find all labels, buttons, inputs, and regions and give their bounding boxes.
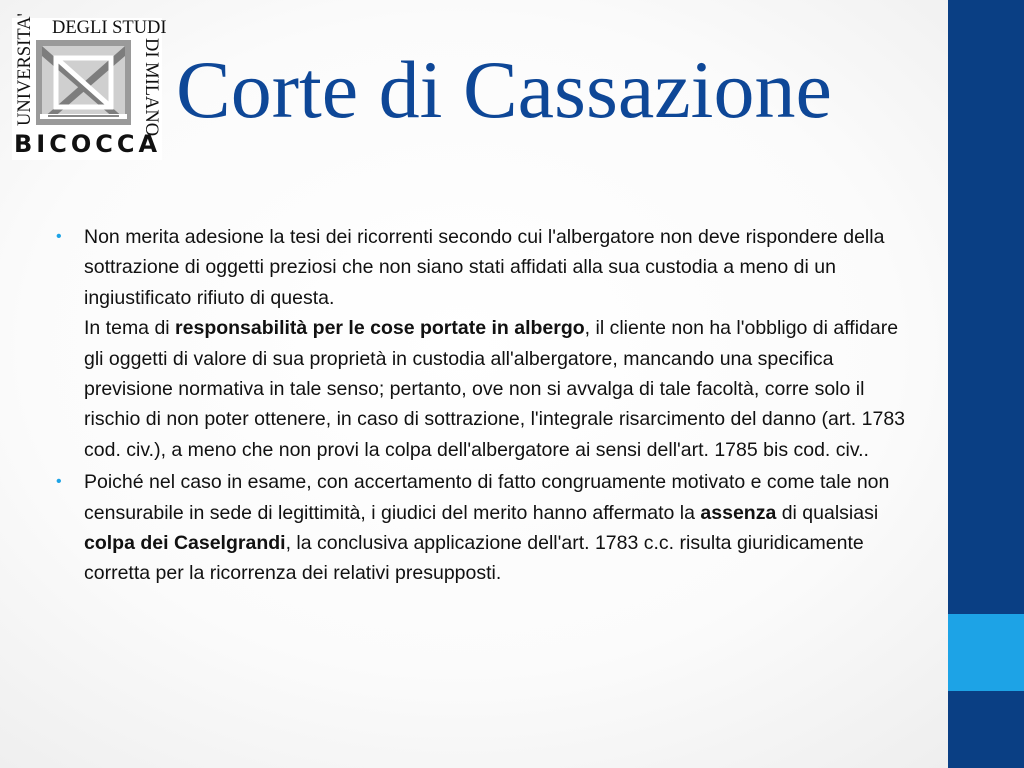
bold-text: colpa dei Caselgrandi xyxy=(84,532,286,555)
bullet-item xyxy=(50,467,910,589)
text-run: , la conclusiva applicazione dell'art. 1783 c.c. risulta giuridicamente corretta per la ricorrenza dei relativi presupposti. xyxy=(84,532,864,585)
logo-text-di-milano: DI MILANO xyxy=(141,38,161,137)
text-run: Poiché nel caso in esame, con accertamento di fatto congruamente motivato e come tale non censurabile in sede di legittimità, i giudici del merito hanno affermato la xyxy=(84,471,890,524)
bullet-marker: • xyxy=(56,228,62,245)
university-logo xyxy=(12,13,167,160)
bold-text: assenza xyxy=(700,501,777,524)
bullet-item xyxy=(50,222,910,465)
logo-text-universita: UNIVERSITA' xyxy=(15,13,35,126)
bullet-paragraph xyxy=(84,313,910,465)
bullet-paragraph xyxy=(84,467,910,589)
logo-text-bicocca: BICOCCA xyxy=(14,130,162,158)
bullet-marker: • xyxy=(56,473,62,491)
logo-text-degli-studi: DEGLI STUDI xyxy=(52,18,167,38)
bullet-list xyxy=(50,222,910,591)
text-run: In tema di xyxy=(84,317,176,340)
side-accent-block xyxy=(948,614,1024,691)
bullet-paragraph: Non merita adesione la tesi dei ricorrenti secondo cui l'albergatore non deve rispondere della sottrazione di oggetti preziosi che non siano stati affidati alla sua custodia a meno di un ingiustificato rifiuto di questa. xyxy=(84,226,885,309)
slide-title: Corte di Cassazione xyxy=(176,44,832,135)
text-run: di qualsiasi xyxy=(776,501,879,524)
bold-text: responsabilità per le cose portate in albergo xyxy=(175,317,585,340)
text-run: , il cliente non ha l'obbligo di affidare gli oggetti di valore di sua proprietà in custodia all'albergatore, mancando una specifica previsione normativa in tale senso; pertanto, ove non si avvalga di tale facoltà, corre solo il rischio di non poter ottenere, in caso di sottrazione, l'integrale risarcimento del danno (art. 1783 cod. civ.), a meno che non provi la colpa dell'albergatore ai sensi dell'art. 1785 bis cod. civ.. xyxy=(84,317,906,461)
